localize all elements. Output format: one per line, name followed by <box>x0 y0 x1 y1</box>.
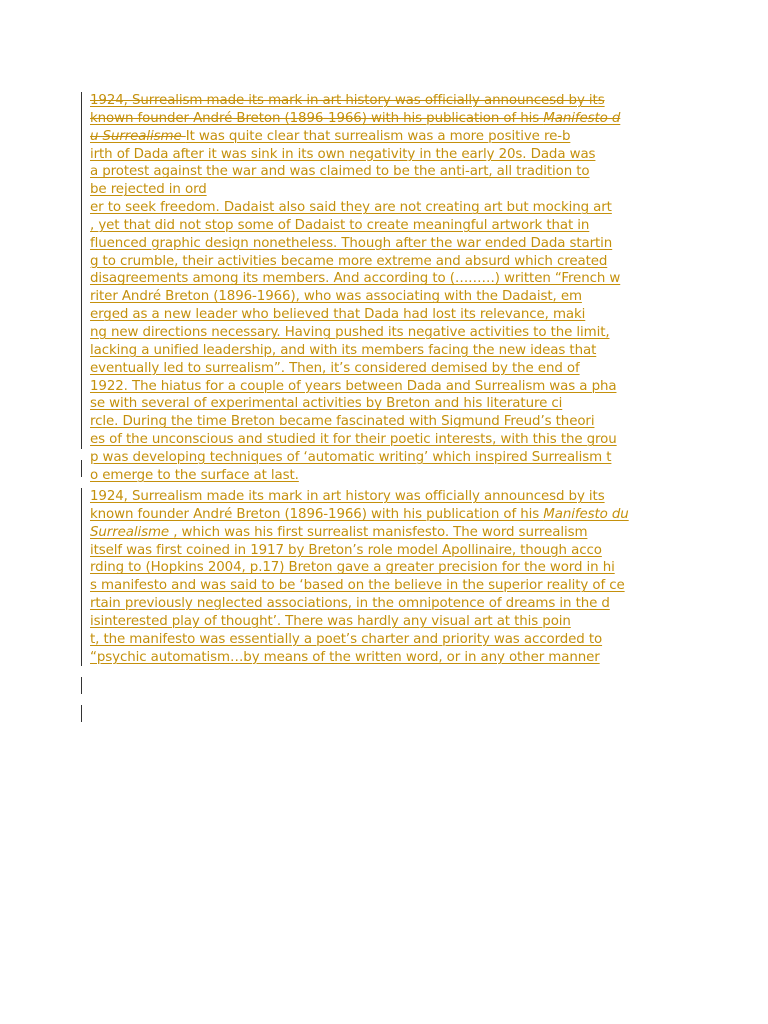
deleted-text-segment: Manifesto d <box>543 110 621 126</box>
deleted-text-segment: 1924, Surrealism made its mark in art history was officially announcesd by its <box>90 93 605 108</box>
text-line <box>90 342 682 360</box>
inserted-text-segment: g to crumble, their activities became more extreme and absurd which created <box>90 253 608 269</box>
inserted-text-segment: be rejected in ord <box>90 182 207 198</box>
text-line <box>90 631 682 649</box>
inserted-text-segment: riter André Breton (1896-1966), who was associating with the Dadaist, em <box>90 289 582 305</box>
text-line <box>90 288 682 306</box>
inserted-text-segment: er to seek freedom. Dadaist also said they are not creating art but mocking art <box>90 200 612 216</box>
inserted-text-segment: itself was first coined in 1917 by Breton’s role model Apollinaire, though acco <box>90 542 602 558</box>
text-line <box>90 324 682 342</box>
inserted-text-segment: s manifesto and was said to be ‘based on the believe in the superior reality of ce <box>90 578 625 594</box>
tracked-paragraph-2[interactable] <box>90 488 682 666</box>
inserted-text-segment: p was developing techniques of ‘automatic writing’ which inspired Surrealism t <box>90 449 612 465</box>
inserted-text-segment: erged as a new leader who believed that Dada had lost its relevance, maki <box>90 307 586 323</box>
deleted-text-segment: u Surrealisme <box>90 128 186 144</box>
inserted-text-segment: isinterested play of thought’. There was hardly any visual art at this poin <box>90 613 571 629</box>
inserted-text-segment: ng new directions necessary. Having pushed its negative activities to the limit, <box>90 324 610 340</box>
inserted-text-segment: It was quite clear that surrealism was a more positive re-b <box>185 128 571 144</box>
inserted-text-segment: disagreements among its members. And according to (………) written “French w <box>90 271 621 287</box>
text-line <box>90 488 682 506</box>
text-line <box>90 613 682 631</box>
inserted-text-segment: se with several of experimental activities by Breton and his literature ci <box>90 396 563 412</box>
inserted-text-segment: es of the unconscious and studied it for their poetic interests, with this the grou <box>90 432 617 448</box>
inserted-text-segment: , yet that did not stop some of Dadaist to create meaningful artwork that in <box>90 217 590 233</box>
inserted-text-segment: irth of Dada after it was sink in its own negativity in the early 20s. Dada was <box>90 146 596 162</box>
inserted-text-segment: known founder André Breton (1896-1966) with his publication of his <box>90 506 544 522</box>
inserted-text-segment: eventually led to surrealism”. Then, it’s considered demised by the end of <box>90 360 580 376</box>
text-line <box>90 253 682 271</box>
text-line <box>90 395 682 413</box>
text-line <box>90 595 682 613</box>
text-line <box>90 235 682 253</box>
inserted-text-segment: fluenced graphic design nonetheless. Though after the war ended Dada startin <box>90 235 613 251</box>
text-line <box>90 128 682 146</box>
text-line <box>90 146 682 164</box>
inserted-text-segment: rding to (Hopkins 2004, p.17) Breton gave a greater precision for the word in hi <box>90 560 615 576</box>
text-line <box>90 360 682 378</box>
deleted-text-segment: known founder André Breton (1896-1966) with his publication of his <box>90 110 544 126</box>
text-line <box>90 524 682 542</box>
text-line <box>90 163 682 181</box>
text-line <box>90 467 682 485</box>
text-line <box>90 449 682 467</box>
inserted-text-segment: o emerge to the surface at last. <box>90 467 299 483</box>
inserted-text-segment: , which was his first surrealist manisfesto. The word surrealism <box>169 524 588 540</box>
inserted-text-segment: t, the manifesto was essentially a poet’s charter and priority was accorded to <box>90 631 603 647</box>
inserted-text-segment: rtain previously neglected associations, in the omnipotence of dreams in the d <box>90 596 610 612</box>
text-line <box>90 413 682 431</box>
inserted-text-segment: “psychic automatism…by means of the written word, or in any other manner <box>90 649 600 665</box>
change-bar <box>81 705 82 722</box>
text-line <box>90 559 682 577</box>
text-line <box>90 110 682 128</box>
inserted-text-segment: a protest against the war and was claimed to be the anti-art, all tradition to <box>90 164 590 180</box>
change-bar <box>81 488 82 666</box>
inserted-text-segment: Surrealisme <box>90 524 170 540</box>
text-line <box>90 199 682 217</box>
text-line <box>90 577 682 595</box>
change-bar <box>81 460 82 477</box>
text-line <box>90 431 682 449</box>
text-line <box>90 270 682 288</box>
text-line <box>90 542 682 560</box>
text-line <box>90 649 682 667</box>
text-line <box>90 506 682 524</box>
text-line <box>90 181 682 199</box>
text-line <box>90 306 682 324</box>
change-bar <box>81 677 82 694</box>
text-line <box>90 378 682 396</box>
inserted-text-segment: rcle. During the time Breton became fascinated with Sigmund Freud’s theori <box>90 414 595 430</box>
text-line <box>90 217 682 235</box>
inserted-text-segment: 1922. The hiatus for a couple of years between Dada and Surrealism was a pha <box>90 378 617 394</box>
tracked-paragraph-1[interactable] <box>90 92 682 485</box>
text-line <box>90 92 682 110</box>
inserted-text-segment: lacking a unified leadership, and with its members facing the new ideas that <box>90 342 597 358</box>
inserted-text-segment: Manifesto du <box>543 506 629 522</box>
inserted-text-segment: 1924, Surrealism made its mark in art history was officially announcesd by its <box>90 489 605 504</box>
change-bar <box>81 92 82 449</box>
